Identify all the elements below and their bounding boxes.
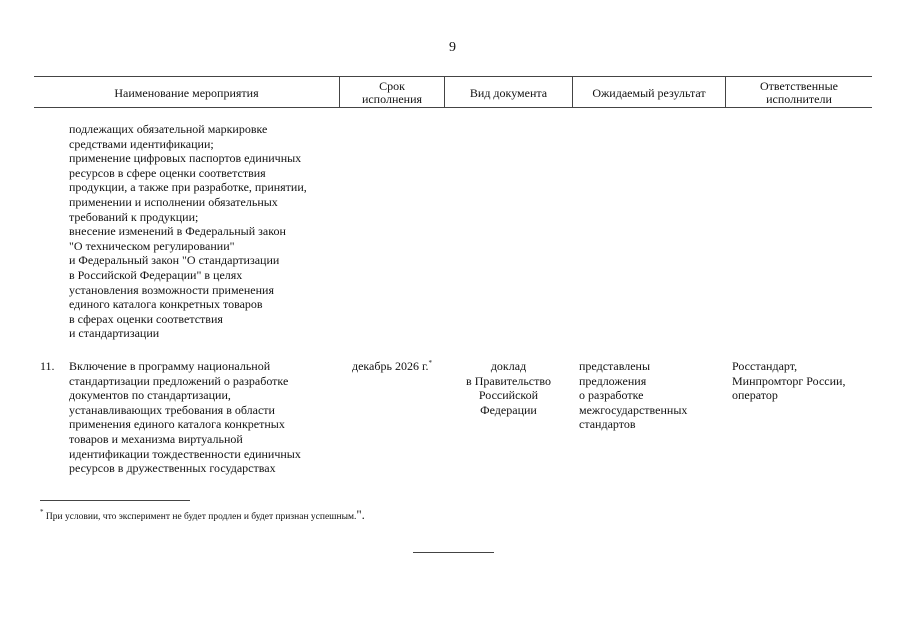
header-col-doc-type-label: Вид документа	[469, 85, 548, 100]
footnote-text: При условии, что эксперимент не будет продлен и будет признан успешным.	[43, 512, 357, 522]
table-top-border	[34, 76, 872, 77]
table-header-bottom-border	[34, 107, 872, 108]
row-11-doc-type: доклад в Правительство Российской Федерации	[466, 359, 551, 417]
header-col-result	[573, 80, 725, 106]
continuation-text: подлежащих обязательной маркировке средствами идентификации; применение цифровых паспортов единичных ресурсов в сфере оценки соответствия продукции, а также при разработке, принятии, применении и исполнении обязательных требований к продукции; внесение изменений в Федеральный закон "О техническом регулировании" и Федеральный закон "О стандартизации в Российской Федерации" в целях установления возможности применения единого каталога конкретных товаров в сферах оценки соответствия и стандартизации	[69, 122, 307, 341]
document-end-line	[413, 552, 494, 553]
row-11-name: Включение в программу национальной стандартизации предложений о разработке документов по стандартизации, устанавливающих требования в области применения единого каталога конкретных товаров и механизма виртуальной идентификации тождественности единичных ресурсов в дружественных государствах	[69, 359, 301, 476]
footnote-closing-quote: ".	[356, 507, 365, 522]
header-col-result-label: Ожидаемый результат	[592, 85, 706, 100]
header-col-doc-type	[445, 80, 572, 106]
page-number: 9	[449, 40, 456, 55]
header-col-deadline	[340, 80, 444, 106]
row-11-deadline	[340, 359, 444, 374]
footnote-mark: *	[40, 508, 44, 516]
row-11-deadline-text: декабрь 2026 г.	[351, 359, 429, 373]
header-col-name	[34, 80, 339, 106]
header-col-responsible	[726, 80, 872, 106]
header-col-deadline-label: Срок исполнения	[361, 79, 423, 106]
row-11-result: представлены предложения о разработке межгосударственных стандартов	[579, 359, 688, 432]
header-col-responsible-label: Ответственные исполнители	[760, 79, 838, 106]
footnote-separator	[40, 500, 190, 501]
footnote	[40, 509, 365, 523]
row-11-deadline-footnote-mark: *	[428, 359, 433, 367]
row-11-number: 11.	[40, 359, 55, 373]
row-11-responsible: Росстандарт, Минпромторг России, оператор	[732, 359, 846, 403]
header-col-name-label: Наименование мероприятия	[114, 85, 259, 100]
